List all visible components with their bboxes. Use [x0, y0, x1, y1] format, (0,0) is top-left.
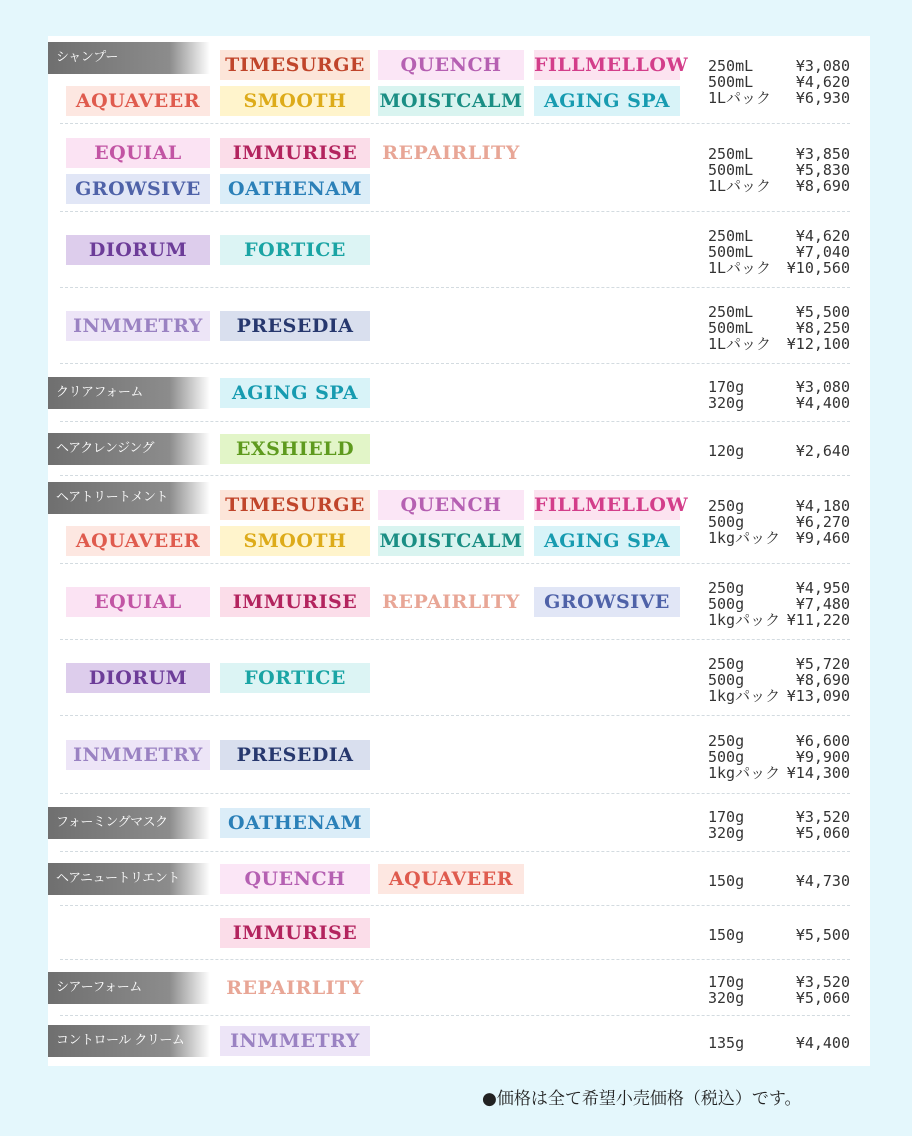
size-label: 500mL — [708, 319, 754, 337]
size-label: 250g — [708, 579, 745, 597]
price-list — [708, 228, 850, 276]
price-row — [708, 1035, 850, 1051]
price-value: ¥3,520 — [795, 973, 850, 991]
price-value: ¥5,830 — [795, 161, 850, 179]
price-list — [708, 379, 850, 411]
price-value: ¥5,060 — [795, 824, 850, 842]
price-value: ¥5,060 — [795, 989, 850, 1007]
price-list — [708, 1035, 850, 1051]
product-row — [48, 960, 870, 1016]
product-row — [48, 794, 870, 852]
product-line-tag: QUENCH — [220, 864, 370, 894]
price-value: ¥9,460 — [795, 529, 850, 547]
product-line-tag: FILLMELLOW — [534, 50, 680, 80]
price-row — [708, 530, 850, 546]
size-label: 1Lパック — [708, 89, 772, 107]
product-line-tag: OATHENAM — [220, 808, 370, 838]
size-label: 500g — [708, 748, 745, 766]
size-label: 1kgパック — [708, 529, 781, 547]
product-line-tag: INMMETRY — [66, 311, 210, 341]
price-value: ¥11,220 — [786, 611, 850, 629]
price-row — [708, 749, 850, 765]
product-line-tag: TIMESURGE — [220, 490, 370, 520]
product-line-tag: FORTICE — [220, 663, 370, 693]
price-value: ¥4,620 — [795, 227, 850, 245]
product-row — [48, 906, 870, 960]
price-list — [708, 443, 850, 459]
category-label: ヘアトリートメント — [48, 482, 210, 514]
category-label: シャンプー — [48, 42, 210, 74]
price-row — [708, 336, 850, 352]
price-value: ¥14,300 — [786, 764, 850, 782]
size-label: 500g — [708, 671, 745, 689]
price-list — [708, 974, 850, 1006]
product-line-tag: REPAIRLITY — [378, 587, 524, 617]
price-row — [708, 990, 850, 1006]
product-line-tag: MOISTCALM — [378, 86, 524, 116]
price-row — [708, 379, 850, 395]
price-value: ¥4,400 — [795, 394, 850, 412]
product-line-tag: IMMURISE — [220, 587, 370, 617]
product-line-tag: QUENCH — [378, 490, 524, 520]
price-row — [708, 733, 850, 749]
product-row — [48, 124, 870, 212]
price-row — [708, 244, 850, 260]
product-line-tag: EQUIAL — [66, 138, 210, 168]
product-line-tag: OATHENAM — [220, 174, 370, 204]
price-row — [708, 612, 850, 628]
size-label: 500g — [708, 595, 745, 613]
price-row — [708, 765, 850, 781]
product-line-tag: EXSHIELD — [220, 434, 370, 464]
price-list — [708, 733, 850, 781]
size-label: 120g — [708, 442, 745, 460]
price-list — [708, 809, 850, 841]
price-value: ¥6,270 — [795, 513, 850, 531]
product-line-tag: INMMETRY — [66, 740, 210, 770]
product-line-tag: AQUAVEER — [378, 864, 524, 894]
product-line-tag: AQUAVEER — [66, 526, 210, 556]
product-row — [48, 36, 870, 124]
price-value: ¥12,100 — [786, 335, 850, 353]
price-list — [708, 58, 850, 106]
price-list — [708, 498, 850, 546]
size-label: 170g — [708, 378, 745, 396]
price-value: ¥13,090 — [786, 687, 850, 705]
product-line-tag: IMMURISE — [220, 138, 370, 168]
price-row — [708, 90, 850, 106]
size-label: 250mL — [708, 303, 754, 321]
product-line-tag: IMMURISE — [220, 918, 370, 948]
price-value: ¥10,560 — [786, 259, 850, 277]
size-label: 250g — [708, 732, 745, 750]
size-label: 500g — [708, 513, 745, 531]
price-row — [708, 688, 850, 704]
product-line-tag: MOISTCALM — [378, 526, 524, 556]
product-line-tag: AQUAVEER — [66, 86, 210, 116]
product-line-tag: AGING SPA — [534, 86, 680, 116]
price-value: ¥7,480 — [795, 595, 850, 613]
size-label: 500mL — [708, 73, 754, 91]
price-value: ¥3,080 — [795, 378, 850, 396]
price-list — [708, 580, 850, 628]
size-label: 170g — [708, 973, 745, 991]
price-value: ¥2,640 — [795, 442, 850, 460]
product-row — [48, 476, 870, 564]
price-row — [708, 260, 850, 276]
price-list — [708, 873, 850, 889]
price-row — [708, 656, 850, 672]
price-value: ¥5,500 — [795, 926, 850, 944]
size-label: 250mL — [708, 57, 754, 75]
size-label: 150g — [708, 926, 745, 944]
price-value: ¥4,180 — [795, 497, 850, 515]
size-label: 250g — [708, 497, 745, 515]
size-label: 250g — [708, 655, 745, 673]
product-line-tag: AGING SPA — [534, 526, 680, 556]
price-row — [708, 320, 850, 336]
price-row — [708, 825, 850, 841]
product-row — [48, 640, 870, 716]
size-label: 170g — [708, 808, 745, 826]
price-row — [708, 580, 850, 596]
product-line-tag: TIMESURGE — [220, 50, 370, 80]
top-background — [0, 0, 912, 36]
price-row — [708, 873, 850, 889]
product-line-tag: REPAIRLITY — [378, 138, 524, 168]
product-line-tag: GROWSIVE — [66, 174, 210, 204]
price-row — [708, 514, 850, 530]
price-value: ¥4,950 — [795, 579, 850, 597]
price-row — [708, 809, 850, 825]
price-value: ¥3,850 — [795, 145, 850, 163]
price-row — [708, 58, 850, 74]
category-label: ヘアクレンジング — [48, 433, 210, 465]
price-row — [708, 228, 850, 244]
price-row — [708, 596, 850, 612]
product-line-tag: INMMETRY — [220, 1026, 370, 1056]
size-label: 250mL — [708, 227, 754, 245]
size-label: 320g — [708, 824, 745, 842]
price-list — [708, 304, 850, 352]
price-row — [708, 443, 850, 459]
price-value: ¥9,900 — [795, 748, 850, 766]
size-label: 1Lパック — [708, 335, 772, 353]
price-list-panel — [48, 36, 870, 1066]
product-line-tag: REPAIRLITY — [220, 973, 370, 1003]
size-label: 320g — [708, 989, 745, 1007]
product-line-tag: PRESEDIA — [220, 311, 370, 341]
price-list — [708, 146, 850, 194]
product-line-tag: FORTICE — [220, 235, 370, 265]
price-value: ¥6,930 — [795, 89, 850, 107]
price-value: ¥7,040 — [795, 243, 850, 261]
category-label: ヘアニュートリエント — [48, 863, 210, 895]
size-label: 1kgパック — [708, 687, 781, 705]
price-value: ¥6,600 — [795, 732, 850, 750]
price-row — [708, 672, 850, 688]
price-value: ¥3,080 — [795, 57, 850, 75]
price-value: ¥5,500 — [795, 303, 850, 321]
product-line-tag: EQUIAL — [66, 587, 210, 617]
price-list — [708, 927, 850, 943]
product-row — [48, 288, 870, 364]
product-line-tag: AGING SPA — [220, 378, 370, 408]
size-label: 1kgパック — [708, 611, 781, 629]
size-label: 500mL — [708, 161, 754, 179]
price-row — [708, 974, 850, 990]
price-row — [708, 304, 850, 320]
product-row — [48, 716, 870, 794]
price-value: ¥8,690 — [795, 671, 850, 689]
price-row — [708, 146, 850, 162]
price-row — [708, 927, 850, 943]
price-value: ¥3,520 — [795, 808, 850, 826]
size-label: 1kgパック — [708, 764, 781, 782]
price-value: ¥4,730 — [795, 872, 850, 890]
size-label: 1Lパック — [708, 177, 772, 195]
price-value: ¥4,400 — [795, 1034, 850, 1052]
category-label: フォーミングマスク — [48, 807, 210, 839]
price-value: ¥8,250 — [795, 319, 850, 337]
product-row — [48, 364, 870, 422]
price-footnote: ●価格は全て希望小売価格（税込）です。 — [482, 1089, 802, 1109]
price-row — [708, 178, 850, 194]
size-label: 150g — [708, 872, 745, 890]
product-line-tag: FILLMELLOW — [534, 490, 680, 520]
price-row — [708, 498, 850, 514]
product-row — [48, 852, 870, 906]
price-list — [708, 656, 850, 704]
product-line-tag: SMOOTH — [220, 526, 370, 556]
product-line-tag: GROWSIVE — [534, 587, 680, 617]
product-row — [48, 422, 870, 476]
category-label: コントロール クリーム — [48, 1025, 210, 1057]
size-label: 1Lパック — [708, 259, 772, 277]
price-value: ¥4,620 — [795, 73, 850, 91]
size-label: 500mL — [708, 243, 754, 261]
product-line-tag: DIORUM — [66, 235, 210, 265]
product-row — [48, 212, 870, 288]
price-value: ¥5,720 — [795, 655, 850, 673]
product-line-tag: QUENCH — [378, 50, 524, 80]
product-row — [48, 1016, 870, 1066]
price-value: ¥8,690 — [795, 177, 850, 195]
product-row — [48, 564, 870, 640]
price-row — [708, 395, 850, 411]
product-line-tag: SMOOTH — [220, 86, 370, 116]
category-label: クリアフォーム — [48, 377, 210, 409]
category-label: シアーフォーム — [48, 972, 210, 1004]
price-row — [708, 162, 850, 178]
size-label: 320g — [708, 394, 745, 412]
price-row — [708, 74, 850, 90]
size-label: 250mL — [708, 145, 754, 163]
product-line-tag: DIORUM — [66, 663, 210, 693]
size-label: 135g — [708, 1034, 745, 1052]
product-line-tag: PRESEDIA — [220, 740, 370, 770]
